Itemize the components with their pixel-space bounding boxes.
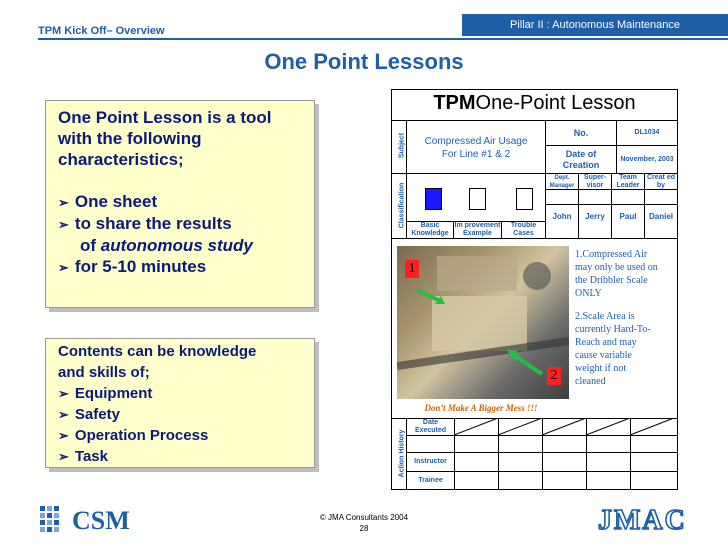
history-instructor: Instructor <box>414 458 447 465</box>
equipment-photo <box>397 246 569 399</box>
page-title: One Point Lessons <box>264 49 464 74</box>
panel1-line: characteristics; <box>58 150 184 169</box>
no-label: No. <box>573 128 589 138</box>
name-dept-manager: John <box>552 211 572 221</box>
marker-2: 2 <box>547 367 561 385</box>
panel2-line: Contents can be knowledge <box>58 343 257 360</box>
history-diagonals <box>454 418 678 435</box>
class-trouble-label: Trouble Cases <box>510 222 537 237</box>
lesson-notes: 1.Compressed Air may only be used on the Dribbler Scale ONLY 2.Scale Area is currently Hard-To- Reach and may cause variable weight if not cleaned <box>575 249 658 387</box>
role-supervisor: Super- visor <box>583 173 607 189</box>
name-created-by: Daniel <box>648 211 673 221</box>
header-divider <box>38 38 728 40</box>
warning-caption: Don’t Make A Bigger Mess !!! <box>424 403 538 413</box>
date-value: November, 2003 <box>620 155 674 163</box>
name-team-leader: Paul <box>619 211 637 221</box>
pillar-banner: Pillar II : Autonomous Maintenance <box>462 14 728 36</box>
subject-value: Compressed Air Usage For Line #1 & 2 <box>424 136 528 160</box>
role-team-leader: Team Leader <box>616 173 640 189</box>
name-supervisor: Jerry <box>585 211 605 221</box>
class-basic-label: Basic Knowledge <box>411 222 449 237</box>
history-date-executed: Date Executed <box>414 419 447 434</box>
panel2-line: and skills of; <box>58 364 150 381</box>
panel1-line: with the following <box>58 129 202 148</box>
footer-copyright: © JMA Consultants 2004 28 <box>319 513 409 533</box>
role-created-by: Creat ed by <box>646 173 675 189</box>
class-improvement-label: Im provement Example <box>454 222 501 237</box>
bullet-continuation: of autonomous study <box>80 236 253 255</box>
panel1-line: One Point Lesson is a tool <box>58 108 272 127</box>
marker-1: 1 <box>405 260 419 278</box>
one-point-lesson-form <box>391 89 678 490</box>
classification-label: Classification <box>398 182 406 229</box>
trouble-cases-checkbox[interactable] <box>516 188 533 210</box>
history-trainee: Trainee <box>418 477 443 484</box>
jmac-logo: JMAC <box>598 505 687 536</box>
bullet-item: ➢ Operation Process <box>58 425 314 446</box>
subject-label: Subject <box>398 132 406 159</box>
bullet-item: ➢ Safety <box>58 404 314 425</box>
action-history-label: Action History <box>398 429 406 478</box>
bullet-item: ➢ Equipment <box>58 383 314 404</box>
no-value: DL1034 <box>634 129 660 136</box>
bullet-item: ➢ Task <box>58 446 314 467</box>
basic-knowledge-checkbox[interactable] <box>425 188 442 210</box>
role-dept-manager: Dept. Manager <box>549 174 575 189</box>
header-left-title: TPM Kick Off– Overview <box>38 25 165 37</box>
bullet-item: ➢ to share the results <box>58 213 314 235</box>
improvement-example-checkbox[interactable] <box>469 188 486 210</box>
bullet-item: ➢ One sheet <box>58 191 314 213</box>
date-label: Date of Creation <box>562 148 600 170</box>
contents-panel <box>45 338 315 468</box>
characteristics-panel <box>45 100 315 308</box>
bullet-item: ➢ for 5-10 minutes <box>58 256 314 278</box>
form-title: TPM One-Point Lesson <box>433 92 636 114</box>
csm-logo-text: CSM <box>72 506 130 535</box>
